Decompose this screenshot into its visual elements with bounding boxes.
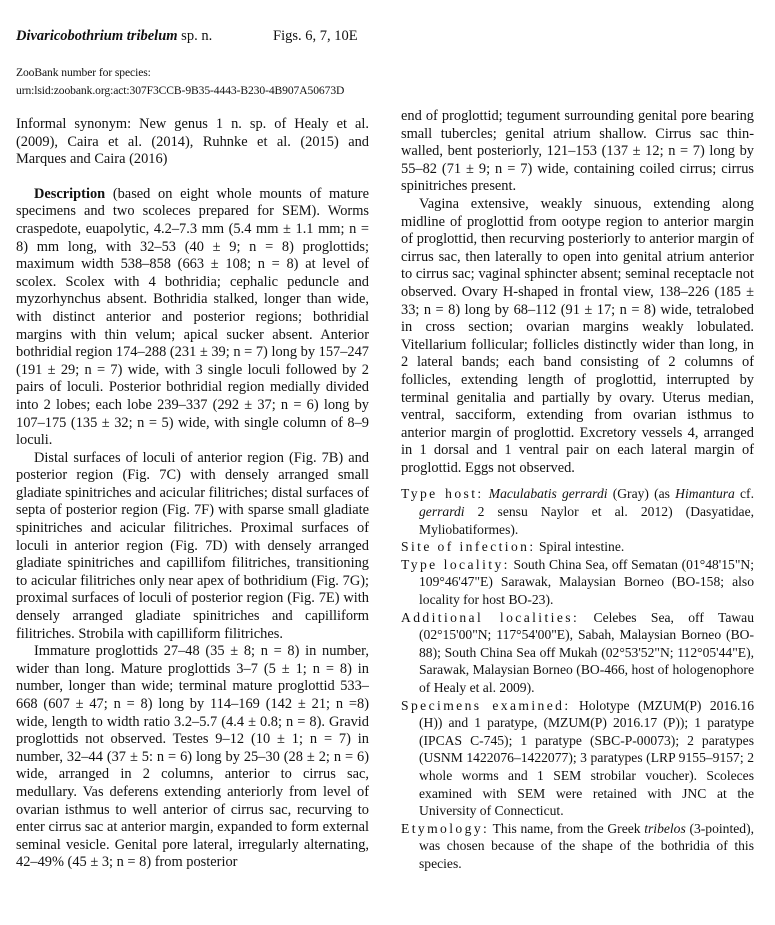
type-host-label: Type host: — [401, 486, 484, 502]
etymology-label: Etymology: — [401, 820, 490, 836]
specimens-examined: Specimens examined: Holotype (MZUM(P) 2016.16 (H)) and 1 paratype, (MZUM(P) 2016.17 (P)); 1 paratype (IPCAS C-745); 1 paratype (SBC-P-00073); 2 paratypes (USNM 1422076–1422077); 3 paratypes (LRP 9155–9157; 2 whole worms and 1 SEM strobilar voucher). Scoleces examined with SEM were retained with JNC at the University of Connecticut. — [401, 697, 755, 819]
type-locality: Type locality: South China Sea, off Sematan (01°48'15"N; 109°46'47"E) Sarawak, Malaysian Borneo (BO-158; also locality for host BO-23). — [401, 556, 754, 608]
species-suffix: sp. n. — [177, 28, 213, 44]
proglottids-paragraph: Immature proglottids 27–48 (35 ± 8; n = 8) in number, wider than long. Mature proglottids 3–7 (5 ± 1; n = 8) in number, longer than wide; terminal mature proglottid 533–668 (607 ± 47; n = 8) long by 114–169 (142 ± 21; n =8) wide, length to width ratio 3.2–5.7 (4.4 ± 0.8; n = 8). Gravid proglottids not observed. Testes 9–12 (10 ± 1; n = 7) in number, 32–44 (37 ± 5: n = 6) long by 25–30 (28 ± 2; n = 6) wide, arranged in 2 columns, anterior to cirrus sac, medullary. Vas deferens extending anteriorly from level of ovarian isthmus to well anterior of cirrus sac, recurving to enter cirrus sac at anterior margin, expanded to form external seminal vesicle. Genital pore lateral, irregularly alternating, 42–49% (45 ± 3; n = 8) from posterior — [16, 643, 369, 871]
zoobank-block — [16, 64, 344, 100]
type-host: Type host: Maculabatis gerrardi (Gray) (as Himantura cf. gerrardi 2 sensu Naylor et al. 2012) (Dasyatidae, Myliobatiformes). — [401, 486, 754, 537]
surfaces-paragraph: Distal surfaces of loculi of anterior region (Fig. 7B) and posterior region (Fig. 7C) with densely arranged small gladiate spinitriches and acicular filitriches; distal surfaces of septa of posterior region (Fig. 7F) with sparse small gladiate spinitriches and acicular filitriches. Proximal surfaces of loculi in anterior region (Fig. 7D) with densely arranged gladiate spinitriches and capillifom filitriches, transitioning to acicular filitriches only near apex of bothridium (Fig. 7G); proximal surfaces of loculi of posterior region (Fig. 7E) with densely arranged gladiate spinitriches and capilliform filitriches. Strobila with capilliform filitriches. — [16, 449, 369, 642]
etymology: Etymology: This name, from the Greek tribelos (3-pointed), was chosen because of the shape of the bothridia of this species. — [401, 820, 755, 871]
continuation-paragraph: end of proglottid; tegument surrounding genital pore bearing small tubercles; genital atrium shallow. Cirrus sac thin-walled, bent posteriorly, 121–153 (137 ± 12; n = 7) long by 55–82 (71 ± 9; n = 7) wide, containing coiled cirrus; cirrus spinitriches present. — [401, 108, 754, 195]
additional-localities-label: Additional localities: — [401, 609, 580, 625]
species-heading — [16, 27, 212, 45]
vagina-paragraph: Vagina extensive, weakly sinuous, extending along midline of proglottid from ootype region to anterior margin of proglottid, then recurving posteriorly to anterior margin of cirrus sac, then laterally to open into genital atrium anterior to cirrus sac; vaginal sphincter absent; seminal receptacle not observed. Ovary H-shaped in frontal view, 138–226 (185 ± 33; n = 8) long by 68–112 (91 ± 17; n = 8) wide, tetralobed in cross section; ovarian margins weakly lobulated. Vitellarium follicular; follicles distinctly wider than long, in 2 lateral bands; each band consisting of 2 columns of follicles, extending length of proglottid, interrupted by terminal genitalia and partially by ovary. Uterus median, ventral, sacciform, extending from ovarian isthmus to anterior margin of proglottid. Excretory vessels 4, arranged in 1 dorsal and 1 ventral pair on each lateral margin of proglottid. Eggs not observed. — [401, 195, 754, 476]
site-label: Site of infection: — [401, 539, 536, 555]
right-column — [401, 108, 754, 873]
additional-localities: Additional localities: Celebes Sea, off Tawau (02°15'00"N; 117°54'00"E), Sabah, Malaysian Borneo (BO-88); South China Sea off Mukah (02°53'52"N; 112°05'44"E), Sarawak, Malaysian Borneo (BO-466, host of hologenophore of Healy et al. 2009). — [401, 609, 755, 695]
taxonomic-metadata — [401, 485, 754, 872]
description-text: (based on eight whole mounts of mature specimens and two scoleces prepared for SEM). Worms craspedote, euapolytic, 4.2–7.3 mm (5.4 mm ± 1.1 mm; n = 8) mm long, with 32–53 (40 ± 9; n = 8) proglottids; maximum width 538–858 (663 ± 108; n = 8) at level of scolex. Scolex with 4 bothridia; cephalic peduncle and myzorhynchus absent. Bothridia stalked, longer than wide, with distinct anterior and posterior regions; bothridial margins with thin velum; apical sucker absent. Anterior bothridial region 174–288 (231 ± 39; n = 7) long by 157–247 (191 ± 29; n = 7) wide, with 3 single loculi followed by 2 pairs of loculi. Posterior bothridial region medially divided into 2 lobes; each lobe 239–337 (292 ± 37; n = 6) long by 107–175 (135 ± 32; n = 5) wide, with single column of 8–9 loculi. — [16, 185, 369, 449]
left-column — [16, 116, 369, 872]
species-name: Divaricobothrium tribelum — [16, 28, 178, 44]
zoobank-label: ZooBank number for species: — [16, 66, 151, 79]
zoobank-lsid: urn:lsid:zoobank.org:act:307F3CCB-9B35-4443-B230-4B907A50673D — [16, 84, 345, 97]
description-label: Description — [34, 185, 106, 202]
figure-reference: Figs. 6, 7, 10E — [273, 28, 358, 44]
type-locality-label: Type locality: — [401, 556, 510, 572]
description-paragraph — [16, 186, 369, 450]
host-species: Maculabatis gerrardi — [488, 486, 608, 502]
site-of-infection: Site of infection: Spiral intestine. — [401, 539, 625, 555]
specimens-label: Specimens examined: — [401, 697, 571, 713]
etymology-word: tribelos — [644, 820, 686, 836]
informal-synonym: Informal synonym: New genus 1 n. sp. of Healy et al. (2009), Caira et al. (2014), Ruhnke et al. (2015) and Marques and Caira (2016) — [16, 116, 369, 168]
